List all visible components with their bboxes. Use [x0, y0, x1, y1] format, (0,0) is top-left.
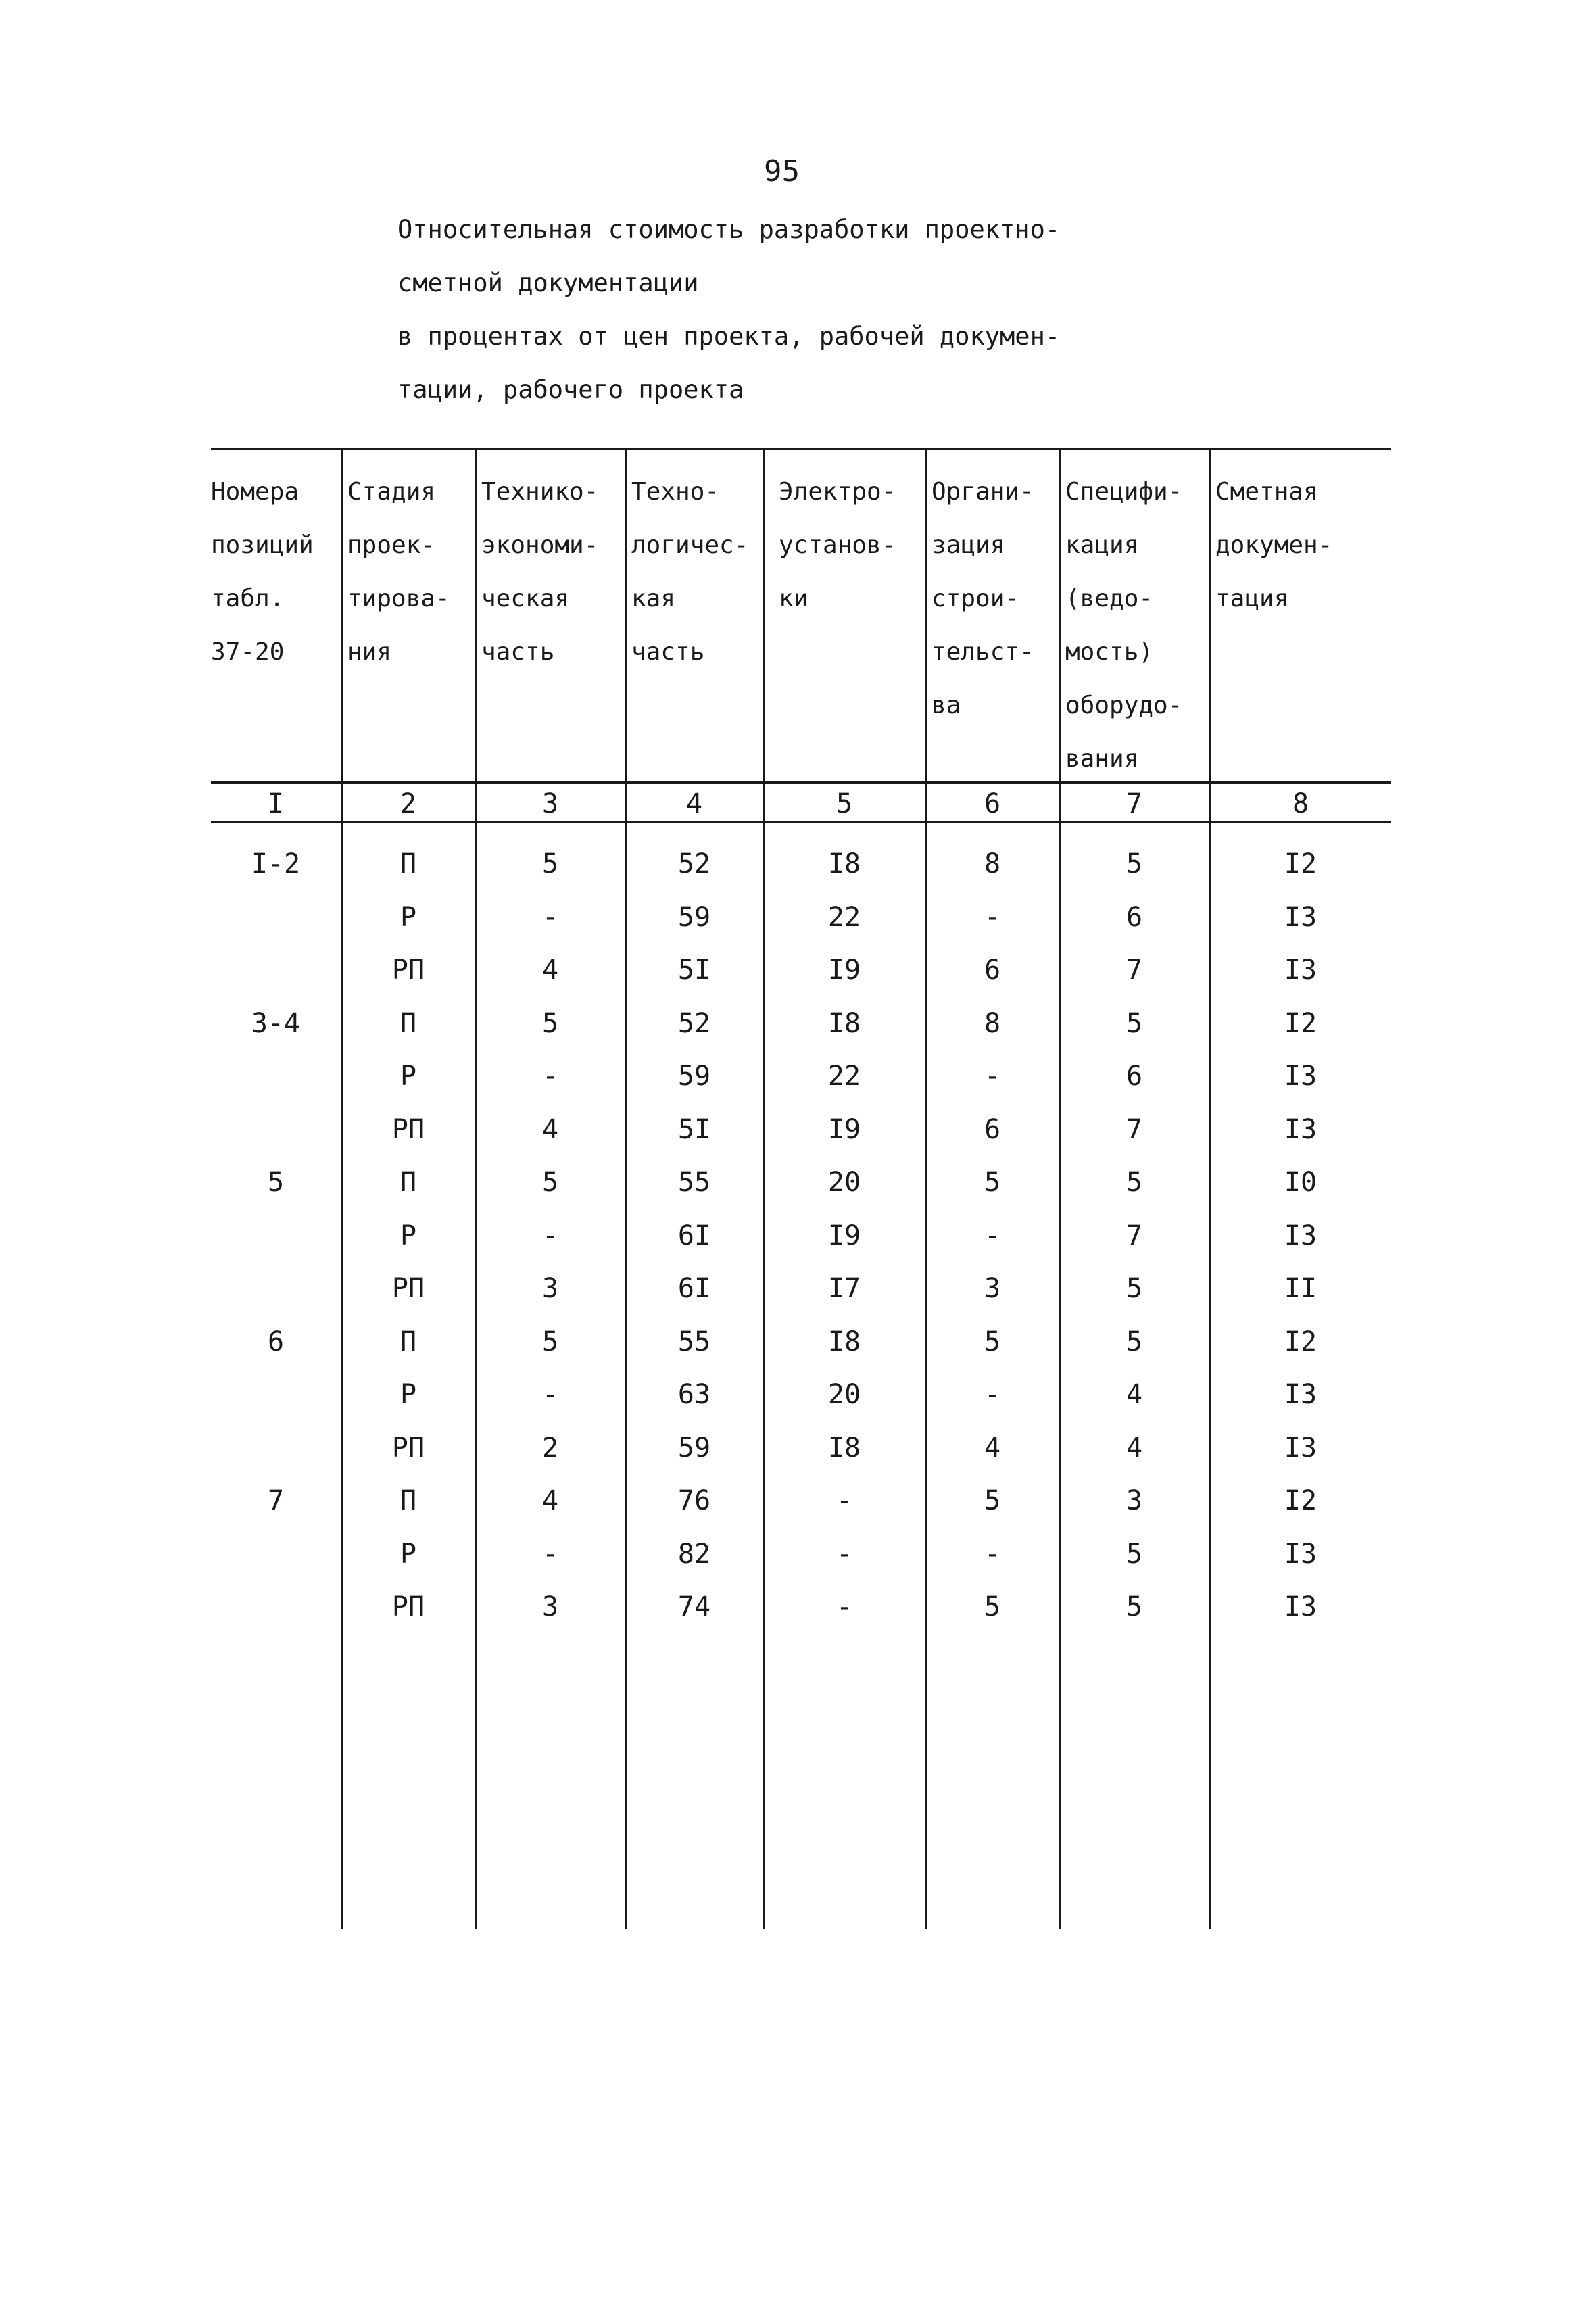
- cell-technological: 63: [677, 1379, 711, 1410]
- header-text: установ-: [779, 531, 896, 559]
- cell-tech-economic: 5: [541, 1326, 559, 1357]
- header-text: ния: [347, 638, 392, 666]
- cell-stage: Р: [400, 1061, 417, 1092]
- header-text: Специфи-: [1065, 478, 1183, 506]
- page-number: 95: [764, 154, 800, 189]
- cell-tech-economic: 2: [541, 1432, 559, 1464]
- cell-stage: РП: [391, 1591, 425, 1622]
- cell-tech-economic: -: [541, 902, 559, 933]
- column-number: 2: [400, 788, 417, 819]
- header-text: тельст-: [932, 638, 1034, 666]
- cell-construction-org: 8: [984, 848, 1001, 879]
- cell-tech-economic: 4: [541, 955, 559, 986]
- cell-construction-org: -: [984, 1539, 1001, 1570]
- cell-equipment-spec: 7: [1126, 1220, 1143, 1251]
- header-text: 37-20: [211, 638, 285, 666]
- header-construction-org: [932, 465, 1034, 732]
- cell-electrical: I9: [827, 955, 861, 986]
- table-row: [0, 1580, 1596, 1634]
- header-text: тирова-: [347, 585, 450, 612]
- header-text: Номера: [211, 478, 299, 506]
- cell-estimate-docs: I2: [1284, 1008, 1317, 1039]
- cell-positions: 5: [267, 1167, 285, 1198]
- cell-equipment-spec: 4: [1126, 1379, 1143, 1410]
- header-equipment-spec: [1065, 465, 1182, 786]
- column-number: 8: [1292, 788, 1309, 819]
- header-text: Органи-: [932, 478, 1034, 506]
- cell-technological: 6I: [677, 1220, 711, 1251]
- column-number: I: [267, 788, 285, 819]
- cell-technological: 59: [677, 1061, 711, 1092]
- cell-technological: 5I: [677, 955, 711, 986]
- column-number: 3: [541, 788, 559, 819]
- cell-technological: 74: [677, 1591, 711, 1622]
- cell-electrical: I7: [827, 1273, 861, 1304]
- header-text: (ведо-: [1065, 585, 1154, 612]
- header-text: оборудо-: [1065, 692, 1183, 719]
- cell-estimate-docs: I3: [1284, 1061, 1317, 1092]
- cell-positions: 3-4: [251, 1008, 301, 1039]
- cell-tech-economic: 4: [541, 1485, 559, 1516]
- cell-stage: П: [400, 1326, 417, 1357]
- table-title: [397, 203, 1195, 416]
- cell-estimate-docs: I2: [1284, 1326, 1317, 1357]
- header-technological: [631, 465, 748, 679]
- header-text: проек-: [347, 531, 436, 559]
- cell-electrical: 22: [827, 902, 861, 933]
- header-text: логичес-: [631, 531, 749, 559]
- cell-equipment-spec: 5: [1126, 1167, 1143, 1198]
- header-tech-economic: [481, 465, 598, 679]
- cell-construction-org: 5: [984, 1167, 1001, 1198]
- cell-construction-org: 6: [984, 955, 1001, 986]
- table-row: [0, 1368, 1596, 1422]
- cell-tech-economic: 5: [541, 1167, 559, 1198]
- table-row: [0, 1103, 1596, 1157]
- column-number: 5: [836, 788, 853, 819]
- header-text: Стадия: [347, 478, 436, 506]
- cell-electrical: -: [836, 1539, 853, 1570]
- cell-equipment-spec: 6: [1126, 902, 1143, 933]
- header-text: тация: [1215, 585, 1289, 612]
- column-number: 6: [984, 788, 1001, 819]
- cell-stage: Р: [400, 1220, 417, 1251]
- cell-equipment-spec: 5: [1126, 1539, 1143, 1570]
- cell-equipment-spec: 5: [1126, 1008, 1143, 1039]
- table-row: [0, 996, 1596, 1051]
- table-row: [0, 890, 1596, 944]
- cell-estimate-docs: I3: [1284, 1432, 1317, 1464]
- cell-electrical: I9: [827, 1220, 861, 1251]
- cell-electrical: I8: [827, 1326, 861, 1357]
- cell-stage: Р: [400, 1539, 417, 1570]
- cell-stage: Р: [400, 902, 417, 933]
- cell-technological: 55: [677, 1326, 711, 1357]
- header-estimate-docs: [1215, 465, 1332, 625]
- cell-construction-org: -: [984, 1220, 1001, 1251]
- cell-stage: П: [400, 848, 417, 879]
- header-text: докумен-: [1215, 531, 1333, 559]
- cell-tech-economic: -: [541, 1220, 559, 1251]
- cell-technological: 59: [677, 902, 711, 933]
- cell-construction-org: 5: [984, 1485, 1001, 1516]
- cell-stage: РП: [391, 955, 425, 986]
- column-number-rule: [211, 821, 1391, 823]
- cell-equipment-spec: 5: [1126, 848, 1143, 879]
- header-text: Электро-: [779, 478, 896, 506]
- header-text: ки: [779, 585, 808, 612]
- table-row: [0, 1474, 1596, 1528]
- cell-construction-org: 5: [984, 1326, 1001, 1357]
- cell-technological: 55: [677, 1167, 711, 1198]
- column-number: 4: [685, 788, 703, 819]
- cell-stage: РП: [391, 1273, 425, 1304]
- cell-equipment-spec: 5: [1126, 1273, 1143, 1304]
- cell-electrical: 22: [827, 1061, 861, 1092]
- cell-estimate-docs: I3: [1284, 955, 1317, 986]
- cell-equipment-spec: 4: [1126, 1432, 1143, 1464]
- cell-tech-economic: 5: [541, 1008, 559, 1039]
- cell-technological: 6I: [677, 1273, 711, 1304]
- cell-construction-org: 6: [984, 1114, 1001, 1145]
- header-text: кация: [1065, 531, 1139, 559]
- cell-technological: 76: [677, 1485, 711, 1516]
- cell-tech-economic: 5: [541, 848, 559, 879]
- cell-tech-economic: -: [541, 1539, 559, 1570]
- cell-stage: П: [400, 1167, 417, 1198]
- header-text: экономи-: [481, 531, 599, 559]
- table-row: [0, 1209, 1596, 1263]
- header-text: ческая: [481, 585, 570, 612]
- cell-electrical: I9: [827, 1114, 861, 1145]
- header-text: Технико-: [481, 478, 599, 506]
- cell-electrical: -: [836, 1591, 853, 1622]
- cell-electrical: I8: [827, 1432, 861, 1464]
- cell-estimate-docs: I3: [1284, 1220, 1317, 1251]
- title-line: Относительная стоимость разработки проектно-: [397, 215, 1061, 244]
- cell-electrical: I8: [827, 1008, 861, 1039]
- header-text: вания: [1065, 745, 1139, 773]
- header-text: мость): [1065, 638, 1154, 666]
- cell-technological: 52: [677, 848, 711, 879]
- cell-tech-economic: 4: [541, 1114, 559, 1145]
- table-row: [0, 1527, 1596, 1581]
- table-row: [0, 1261, 1596, 1316]
- header-text: часть: [631, 638, 705, 666]
- table-row: [0, 1049, 1596, 1103]
- title-line: тации, рабочего проекта: [397, 375, 744, 404]
- header-text: ва: [932, 692, 961, 719]
- cell-estimate-docs: II: [1284, 1273, 1317, 1304]
- cell-construction-org: -: [984, 1061, 1001, 1092]
- header-text: строи-: [932, 585, 1020, 612]
- header-electrical: [779, 465, 896, 625]
- cell-electrical: 20: [827, 1167, 861, 1198]
- cell-stage: Р: [400, 1379, 417, 1410]
- header-text: кая: [631, 585, 676, 612]
- cell-electrical: I8: [827, 848, 861, 879]
- header-text: позиций: [211, 531, 314, 559]
- cell-estimate-docs: I3: [1284, 1591, 1317, 1622]
- cell-technological: 82: [677, 1539, 711, 1570]
- table-row: [0, 1315, 1596, 1369]
- cell-estimate-docs: I3: [1284, 902, 1317, 933]
- cell-tech-economic: 3: [541, 1273, 559, 1304]
- cell-estimate-docs: I2: [1284, 1485, 1317, 1516]
- cell-equipment-spec: 3: [1126, 1485, 1143, 1516]
- cell-positions: I-2: [251, 848, 301, 879]
- cell-equipment-spec: 5: [1126, 1326, 1143, 1357]
- cell-construction-org: 8: [984, 1008, 1001, 1039]
- header-bottom-rule: [211, 781, 1391, 784]
- cell-equipment-spec: 7: [1126, 1114, 1143, 1145]
- header-stage: [347, 465, 450, 679]
- cell-stage: РП: [391, 1114, 425, 1145]
- cell-construction-org: 4: [984, 1432, 1001, 1464]
- table-top-rule: [211, 448, 1391, 450]
- cell-electrical: -: [836, 1485, 853, 1516]
- cell-equipment-spec: 6: [1126, 1061, 1143, 1092]
- cell-tech-economic: 3: [541, 1591, 559, 1622]
- cell-estimate-docs: I2: [1284, 848, 1317, 879]
- header-text: зация: [932, 531, 1005, 559]
- cell-technological: 59: [677, 1432, 711, 1464]
- cell-estimate-docs: I3: [1284, 1539, 1317, 1570]
- cell-technological: 5I: [677, 1114, 711, 1145]
- cell-tech-economic: -: [541, 1061, 559, 1092]
- cell-estimate-docs: I0: [1284, 1167, 1317, 1198]
- table-row: [0, 1155, 1596, 1209]
- cell-stage: П: [400, 1485, 417, 1516]
- header-positions: [211, 465, 314, 679]
- cell-equipment-spec: 5: [1126, 1591, 1143, 1622]
- cell-positions: 6: [267, 1326, 285, 1357]
- table-row: [0, 837, 1596, 891]
- cell-stage: П: [400, 1008, 417, 1039]
- title-line: сметной документации: [397, 268, 699, 297]
- cell-estimate-docs: I3: [1284, 1379, 1317, 1410]
- cell-positions: 7: [267, 1485, 285, 1516]
- table-row: [0, 1421, 1596, 1475]
- header-text: табл.: [211, 585, 285, 612]
- cell-stage: РП: [391, 1432, 425, 1464]
- cell-construction-org: -: [984, 902, 1001, 933]
- cell-construction-org: 3: [984, 1273, 1001, 1304]
- cell-equipment-spec: 7: [1126, 955, 1143, 986]
- cell-tech-economic: -: [541, 1379, 559, 1410]
- title-line: в процентах от цен проекта, рабочей докумен-: [397, 322, 1061, 351]
- cell-estimate-docs: I3: [1284, 1114, 1317, 1145]
- table-row: [0, 943, 1596, 997]
- cell-technological: 52: [677, 1008, 711, 1039]
- cell-construction-org: 5: [984, 1591, 1001, 1622]
- header-text: Техно-: [631, 478, 720, 506]
- header-text: Сметная: [1215, 478, 1318, 506]
- header-text: часть: [481, 638, 555, 666]
- cell-construction-org: -: [984, 1379, 1001, 1410]
- cell-electrical: 20: [827, 1379, 861, 1410]
- column-number: 7: [1126, 788, 1143, 819]
